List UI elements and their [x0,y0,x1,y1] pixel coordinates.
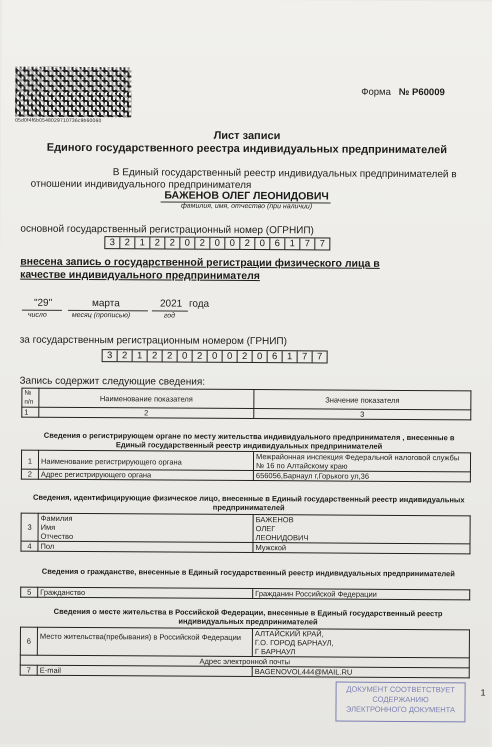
table-row [20,665,469,678]
contains-label: Запись содержит следующие сведения: [19,375,206,388]
patronymic-value: ЛЕОНИДОВИЧ [255,533,309,543]
table-row [21,513,470,544]
stamp-line: ЭЛЕКТРОННОГО ДОКУМЕНТА [345,704,456,715]
digit-cell: 0 [225,238,240,249]
date-month-caption: месяц (прописью) [71,311,131,320]
digit-cell: 0 [253,351,268,362]
section-title-identity: Сведения, идентифицирующие физическое лицо, внесенные в Единый государственный реестр индивидуальных предпринимателей [32,492,465,513]
row-number: 7 [20,665,37,675]
grnip-label: за государственным регистрационным номером (ГРНИП) [19,334,288,348]
email-subheader: Адрес электронной почты [20,655,469,668]
date-year: 2021 [159,298,183,310]
digit-cell: 0 [210,238,225,249]
table-row [21,587,470,600]
digit-cell: 0 [255,238,270,249]
digit-cell: 6 [270,238,285,249]
table-row [21,541,470,554]
digit-cell: 0 [208,351,223,362]
person-name: БАЖЕНОВ ОЛЕГ ЛЕОНИДОВИЧ [164,189,329,203]
section-title-citizenship: Сведения о гражданстве, внесенные в Единый государственный реестр индивидуальных предпринимателей [41,566,455,579]
firstname-label: Имя [40,522,56,532]
digit-cell: 2 [120,237,135,248]
row-value: Гражданин Российской Федерации [253,589,470,600]
digit-cell: 0 [223,351,238,362]
row-number: 4 [21,541,38,551]
digit-cell: 0 [178,351,193,362]
digit-cell: 2 [165,238,180,249]
stamp-line: ДОКУМЕНТ СООТВЕТСТВУЕТ [346,684,455,695]
row-value: Межрайонная инспекция Федеральной налоговой службы № 16 по Алтайскому краю [253,452,470,472]
row-label: Место жительства(пребывания) в Российской Федерации [37,627,252,656]
row-label [38,513,253,542]
address-line: Г.О. ГОРОД БАРНАУЛ, [254,638,334,648]
digit-cell: 2 [150,237,165,248]
digit-cell: 2 [118,350,133,361]
email-value: BAGENOVOL444@MAIL.RU [252,667,469,678]
form-prefix: Форма [361,86,391,98]
row-value [252,629,469,658]
digit-cell: 1 [133,350,148,361]
digit-cell: 2 [195,238,210,249]
verification-stamp [335,682,465,723]
table-row [21,469,470,482]
digit-cell: 7 [319,238,326,250]
form-code: № Р60009 [398,86,445,99]
digit-cell: 1 [283,351,298,362]
surname-value: БАЖЕНОВ [255,515,294,525]
barcode-number: 05d0f4f6b0548029710736c9b60060 [15,117,102,125]
barcode-texture [15,67,131,118]
grnip-digits [102,349,328,363]
section-title-registering-body: Сведения о регистрирующем органе по месту жительства индивидуального предпринимателя , внесенные в Единый государственный реестр индивидуальных предпринимателей [43,430,455,451]
header-num-2: 2 [39,407,254,418]
row-number: 5 [21,587,38,597]
digit-cell: 2 [163,350,178,361]
row-label: Гражданство [38,587,253,598]
section-title-residence: Сведения о месте жительства в Российской Федерации, внесенные в Единый государственный реестр индивидуальных предпринимателей [53,606,443,627]
table-row [20,627,469,658]
surname-label: Фамилия [40,513,73,523]
row-number: 3 [21,513,38,541]
digit-cell: 6 [268,351,283,362]
digit-cell: 7 [298,351,313,362]
row-label: Адрес регистрирующего органа [38,469,253,480]
date-day-caption: число [27,311,47,319]
entry-statement: внесена запись о государственной регистрации физического лица в качестве индивидуального предпринимателя [20,255,380,283]
row-number: 1 [21,450,38,469]
table-row [22,407,471,420]
address-line: АЛТАЙСКИЙ КРАЙ, [254,629,324,639]
date-day: "29" [33,297,53,309]
digit-cell: 2 [240,238,255,249]
digit-cell: 0 [180,238,195,249]
citizenship-table [20,587,470,601]
page-margin-mark: 1 [480,687,486,698]
header-col-name: Наименование показателя [39,388,254,408]
header-table [21,388,471,421]
stamp-line: СОДЕРЖАНИЮ [372,694,429,705]
date-year-caption: год [163,312,176,320]
digit-cell: 1 [135,237,150,248]
row-number: 6 [20,627,37,655]
intro-text: В Единый государственный реестр индивидуальных предпринимателей в отношении индивидуального предпринимателя [30,167,457,192]
address-line: Г БАРНАУЛ [254,647,296,657]
firstname-value: ОЛЕГ [255,524,276,534]
row-label: Наименование регистрирующего органа [38,450,253,470]
header-col-number: № п/п [22,388,39,407]
residence-table [20,627,470,679]
registering-body-table [21,450,471,483]
digit-cell: 7 [300,238,315,249]
patronymic-label: Отчество [40,531,74,541]
header-num-3: 3 [254,409,471,420]
date-month: марта [91,298,120,310]
row-number: 2 [21,469,38,479]
row-value [253,515,470,544]
name-caption: фамилия, имя, отчество (при наличии) [180,202,313,211]
doc-subtitle: Единого государственного реестра индивидуальных предпринимателей [46,141,448,157]
ogrnip-label: основной государственный регистрационный номер (ОГРНИП) [20,223,314,237]
digit-cell: 3 [105,237,120,248]
ogrnip-digits [104,236,330,250]
digit-cell: 3 [103,350,118,361]
row-label: Пол [38,541,253,552]
date-year-suffix: года [188,298,210,310]
header-num-1: 1 [22,407,39,417]
digit-cell: 2 [193,351,208,362]
row-value: 656056,Барнаул г,Горького ул,36 [253,471,470,482]
digit-cell: 2 [148,350,163,361]
identity-table [20,513,470,555]
doc-title: Лист записи [213,129,281,143]
digit-cell: 1 [285,238,300,249]
date-year-line [152,310,188,311]
digit-cell: 7 [316,351,323,363]
row-label: E-mail [37,665,252,676]
digit-cell: 2 [238,351,253,362]
header-col-value: Значение показателя [254,390,471,410]
row-value: Мужской [253,543,470,554]
form-number [361,87,445,99]
